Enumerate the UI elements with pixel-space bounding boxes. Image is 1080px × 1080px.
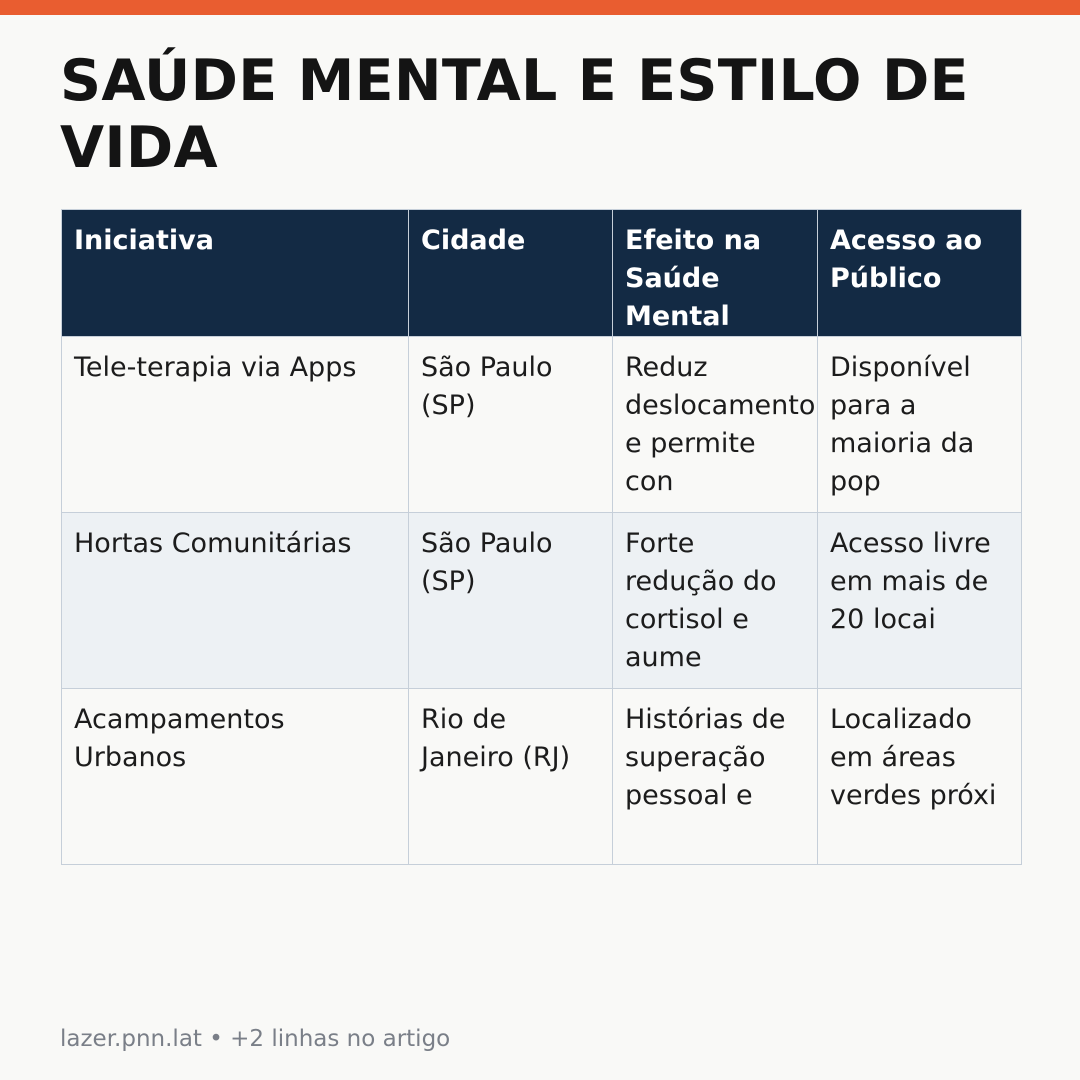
initiatives-table [61,209,1022,865]
table-row [62,337,1022,513]
cell-cidade: São Paulo (SP) [409,513,613,689]
header-acesso-publico: Acesso ao Público [818,210,1022,337]
cell-efeito: Histórias de superação pessoal e [613,689,818,865]
page-title: SAÚDE MENTAL E ESTILO DE VIDA [60,48,969,181]
cell-efeito: Forte redução do cortisol e aume [613,513,818,689]
accent-top-bar [0,0,1080,15]
header-efeito-saude-mental: Efeito na Saúde Mental [613,210,818,337]
cell-cidade: São Paulo (SP) [409,337,613,513]
table-header-row [62,210,1022,337]
header-iniciativa: Iniciativa [62,210,409,337]
header-cidade: Cidade [409,210,613,337]
cell-iniciativa: Tele-terapia via Apps [62,337,409,513]
footer-source-note: lazer.pnn.lat • +2 linhas no artigo [60,1026,451,1052]
cell-efeito: Reduz deslocamento e permite con [613,337,818,513]
cell-acesso: Disponível para a maioria da pop [818,337,1022,513]
cell-cidade: Rio de Janeiro (RJ) [409,689,613,865]
cell-iniciativa: Acampamentos Urbanos [62,689,409,865]
table-row [62,689,1022,865]
cell-acesso: Acesso livre em mais de 20 locai [818,513,1022,689]
cell-iniciativa: Hortas Comunitárias [62,513,409,689]
table-row [62,513,1022,689]
cell-acesso: Localizado em áreas verdes próxi [818,689,1022,865]
